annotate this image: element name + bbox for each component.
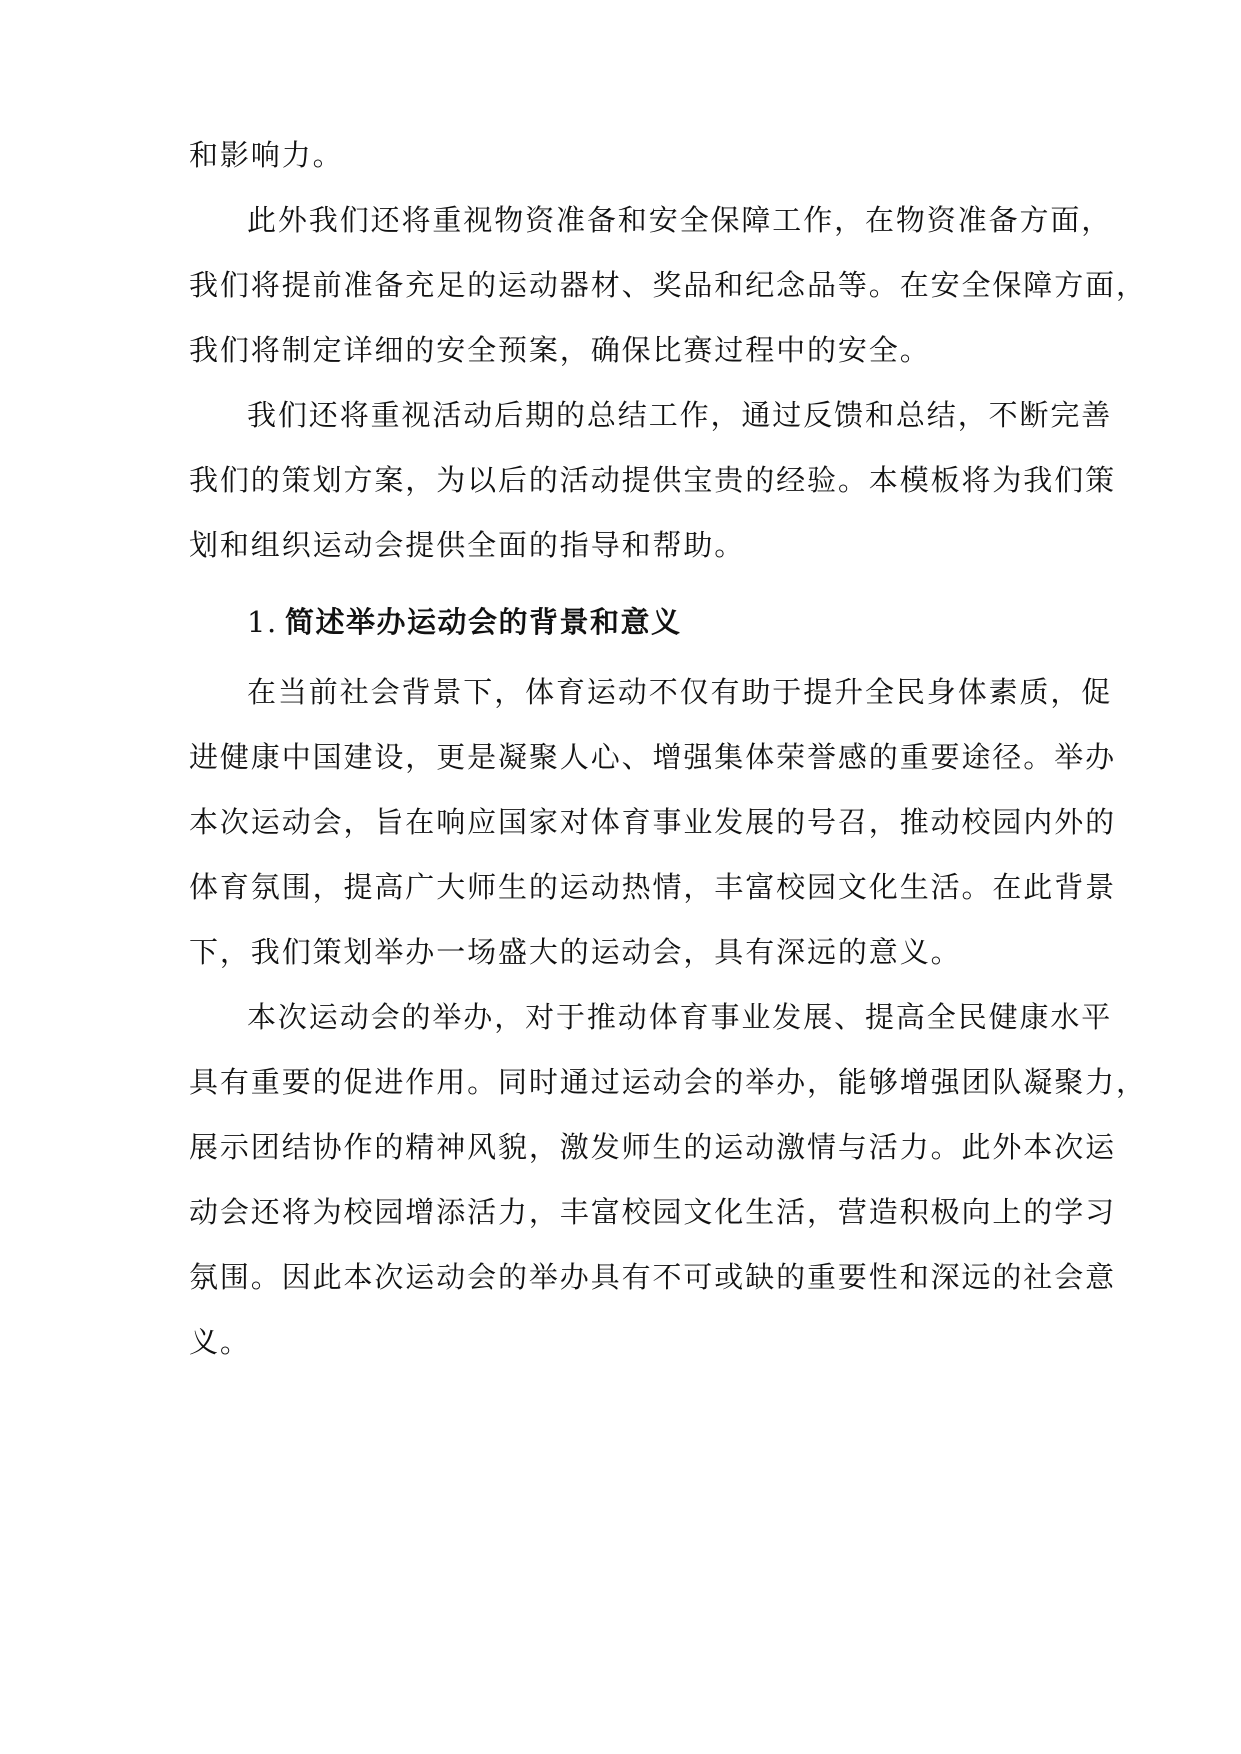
- paragraph-line: 体育氛围，提高广大师生的运动热情，丰富校园文化生活。在此背景: [189, 870, 1117, 904]
- section-number: 1.: [247, 605, 278, 639]
- paragraph-line: 划和组织运动会提供全面的指导和帮助。: [189, 528, 746, 562]
- paragraph-line: 展示团结协作的精神风貌，激发师生的运动激情与活力。此外本次运: [189, 1130, 1117, 1164]
- paragraph-line: 下，我们策划举办一场盛大的运动会，具有深远的意义。: [189, 935, 962, 969]
- paragraph-line: 本次运动会，旨在响应国家对体育事业发展的号召，推动校园内外的: [189, 805, 1117, 839]
- paragraph-line: 在当前社会背景下，体育运动不仅有助于提升全民身体素质，促: [247, 675, 1113, 709]
- paragraph-line: 我们将制定详细的安全预案，确保比赛过程中的安全。: [189, 333, 931, 367]
- paragraph-line: 义。: [189, 1325, 251, 1359]
- paragraph-line: 此外我们还将重视物资准备和安全保障工作，在物资准备方面，: [247, 203, 1113, 237]
- paragraph-line: 进健康中国建设，更是凝聚人心、增强集体荣誉感的重要途径。举办: [189, 740, 1117, 774]
- paragraph-line: 和影响力。: [189, 138, 344, 172]
- paragraph-line: 具有重要的促进作用。同时通过运动会的举办，能够增强团队凝聚力，: [189, 1065, 1147, 1099]
- paragraph-line: 我们将提前准备充足的运动器材、奖品和纪念品等。在安全保障方面，: [189, 268, 1147, 302]
- section-title: 简述举办运动会的背景和意义: [285, 605, 682, 639]
- section-heading: [247, 602, 682, 642]
- paragraph-line: 动会还将为校园增添活力，丰富校园文化生活，营造积极向上的学习: [189, 1195, 1117, 1229]
- paragraph-line: 氛围。因此本次运动会的举办具有不可或缺的重要性和深远的社会意: [189, 1260, 1117, 1294]
- paragraph-line: 本次运动会的举办，对于推动体育事业发展、提高全民健康水平: [247, 1000, 1113, 1034]
- paragraph-line: 我们还将重视活动后期的总结工作，通过反馈和总结，不断完善: [247, 398, 1113, 432]
- paragraph-line: 我们的策划方案，为以后的活动提供宝贵的经验。本模板将为我们策: [189, 463, 1117, 497]
